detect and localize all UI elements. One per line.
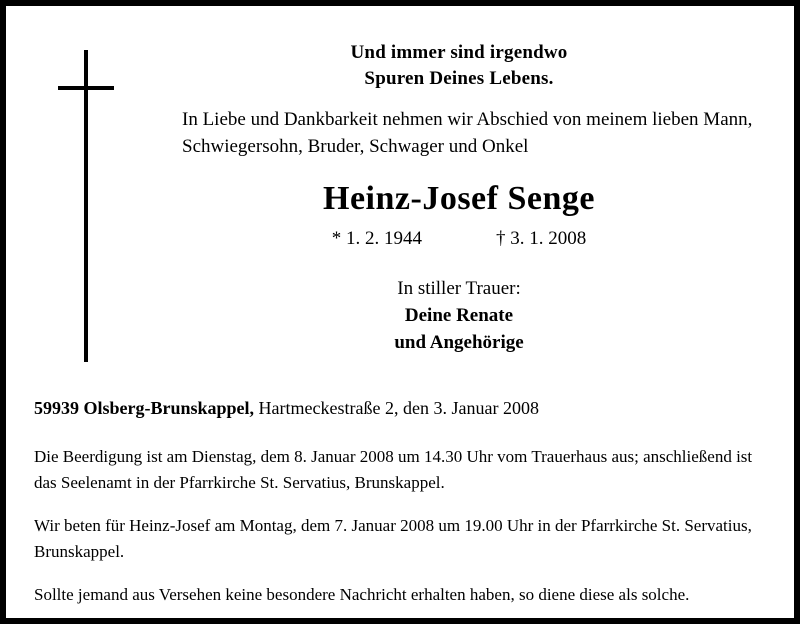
paragraph-funeral: Die Beerdigung ist am Dienstag, dem 8. Januar 2008 um 14.30 Uhr vom Trauerhaus aus; anschließend ist das Seelenamt in der Pfarrkirche St. Servatius, Brunskappel.	[34, 447, 753, 492]
death-date: † 3. 1. 2008	[496, 227, 587, 249]
address-line	[34, 398, 539, 419]
deceased-name: Heinz-Josef Senge	[323, 179, 595, 217]
verse	[154, 40, 764, 91]
details-paragraphs	[34, 444, 760, 608]
address-rest: Hartmeckestraße 2, den 3. Januar 2008	[258, 398, 539, 418]
upper-text-block	[154, 40, 764, 357]
obituary-inner	[6, 6, 794, 618]
cross-bar	[58, 86, 114, 90]
mourner-line-2: und Angehörige	[394, 331, 524, 353]
life-dates	[154, 228, 764, 250]
verse-line-2: Spuren Deines Lebens.	[364, 67, 554, 89]
paragraph-prayer: Wir beten für Heinz-Josef am Montag, dem 7. Januar 2008 um 19.00 Uhr in der Pfarrkirche St. Servatius, Brunskappel.	[34, 516, 752, 561]
dedication-text: In Liebe und Dankbarkeit nehmen wir Abschied von meinem lieben Mann, Schwiegersohn, Bruder, Schwager und Onkel	[182, 109, 753, 157]
mourning-block	[154, 276, 764, 357]
birth-date: * 1. 2. 1944	[331, 227, 422, 249]
mourning-intro: In stiller Trauer:	[397, 277, 521, 299]
cross-icon	[84, 50, 88, 362]
paragraph-notice: Sollte jemand aus Versehen keine besondere Nachricht erhalten haben, so diene diese als solche.	[34, 585, 690, 604]
mourner-line-1: Deine Renate	[404, 304, 514, 326]
verse-line-1: Und immer sind irgendwo	[350, 42, 568, 63]
address-place: 59939 Olsberg-Brunskappel,	[34, 398, 255, 418]
